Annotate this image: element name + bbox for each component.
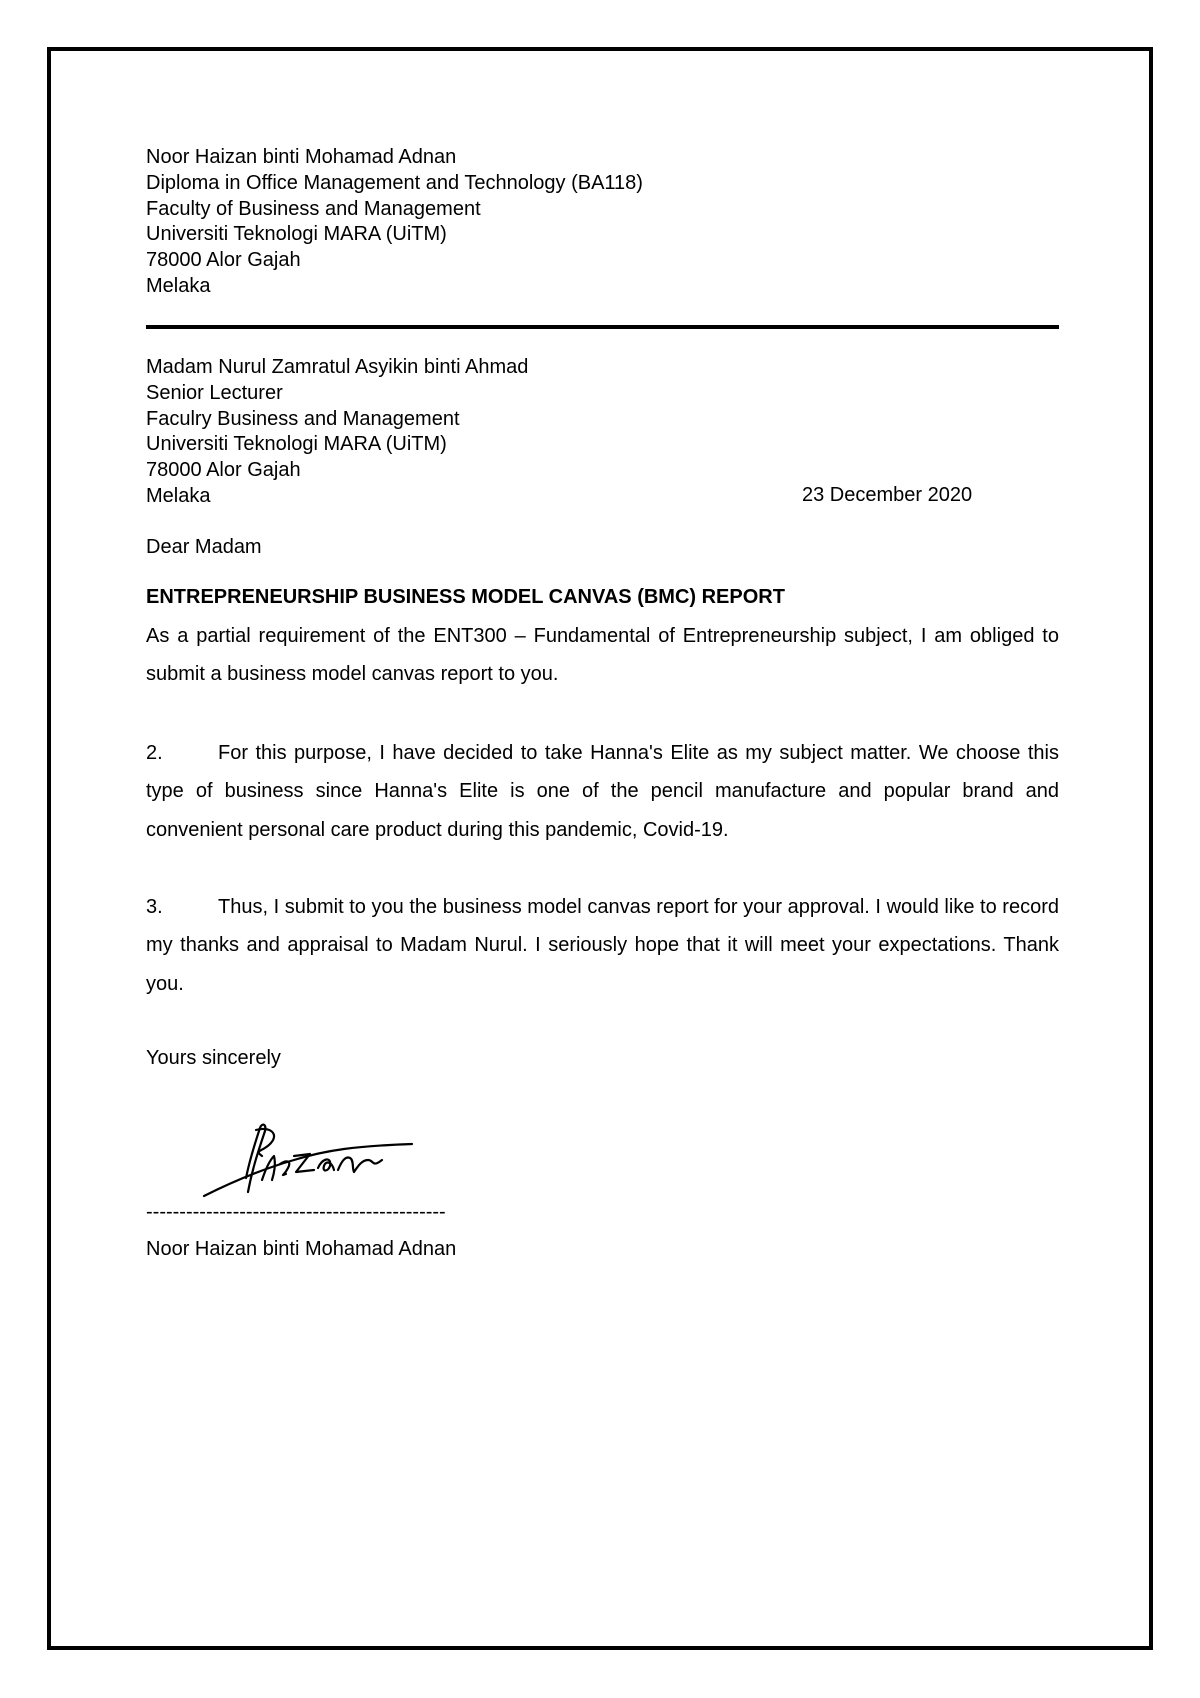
recipient-postcode-city: 78000 Alor Gajah — [146, 459, 301, 482]
recipient-state: Melaka — [146, 484, 211, 507]
recipient-university: Universiti Teknologi MARA (UiTM) — [146, 433, 447, 456]
sender-name: Noor Haizan binti Mohamad Adnan — [146, 146, 457, 168]
recipient-title: Senior Lecturer — [146, 381, 283, 404]
sender-address — [146, 145, 643, 300]
sender-faculty: Faculty of Business and Management — [146, 197, 481, 220]
header-divider — [146, 325, 1059, 329]
recipient-name: Madam Nurul Zamratul Asyikin binti Ahmad — [146, 356, 529, 378]
letter-date: 23 December 2020 — [802, 484, 973, 506]
sender-postcode-city: 78000 Alor Gajah — [146, 249, 301, 272]
closing: Yours sincerely — [146, 1047, 281, 1069]
letter-subject: ENTREPRENEURSHIP BUSINESS MODEL CANVAS (BMC) REPORT — [146, 586, 785, 608]
sender-program: Diploma in Office Management and Technology (BA118) — [146, 171, 643, 194]
paragraph-2 — [146, 734, 1059, 849]
paragraph-2-number: 2. — [146, 742, 163, 764]
paragraph-3 — [146, 888, 1059, 1003]
handwritten-signature — [196, 1120, 426, 1200]
paragraph-2-text: For this purpose, I have decided to take Hanna's Elite as my subject matter. We choose this type of business since Hanna's Elite is one of the pencil manufacture and popular brand and convenient personal care product during this pandemic, Covid-19. — [146, 742, 1059, 841]
recipient-address — [146, 355, 528, 510]
paragraph-1-text: As a partial requirement of the ENT300 – Fundamental of Entrepreneurship subject, I am obliged to submit a business model canvas report to you. — [146, 625, 1059, 686]
salutation: Dear Madam — [146, 536, 262, 558]
sender-university: Universiti Teknologi MARA (UiTM) — [146, 223, 447, 246]
paragraph-1 — [146, 617, 1059, 694]
paragraph-3-number: 3. — [146, 896, 163, 918]
recipient-faculty: Faculry Business and Management — [146, 407, 460, 430]
sender-state: Melaka — [146, 274, 211, 297]
paragraph-3-text: Thus, I submit to you the business model canvas report for your approval. I would like to record my thanks and appraisal to Madam Nurul. I seriously hope that it will meet your expectations. Thank you. — [146, 896, 1059, 995]
signature-line: --------------------------------------------- — [146, 1201, 446, 1223]
signer-name: Noor Haizan binti Mohamad Adnan — [146, 1238, 457, 1260]
